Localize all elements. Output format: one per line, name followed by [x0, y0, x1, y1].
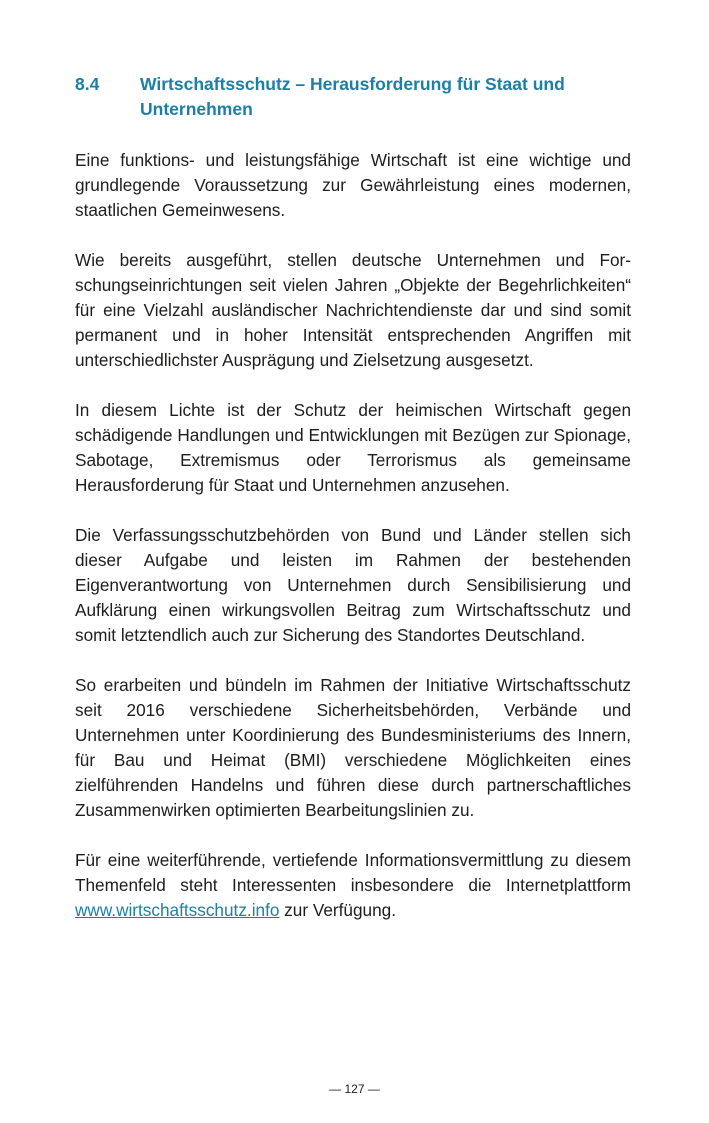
- paragraph: Eine funktions- und leistungsfähige Wirtschaft ist eine wichtige und grundlegende Voraussetzung zur Gewährleistung eines modernen, staatlichen Gemeinwesens.: [75, 150, 631, 220]
- section-heading: [75, 72, 635, 122]
- page-number: — 127 —: [329, 1082, 380, 1096]
- section-number: 8.4: [75, 74, 100, 94]
- body-text: [75, 148, 631, 948]
- paragraph-text-after-link: zur Verfügung.: [279, 900, 396, 920]
- paragraph: Wie bereits ausgeführt, stellen deutsche Unternehmen und Forschungseinrichtungen seit vielen Jahren „Objekte der Begehrlichkeiten“ für eine Vielzahl ausländischer Nachrichtendienste dar und sind somit permanent und in hoher Intensität entsprechenden Angriffen mit unterschiedlichster Ausprägung und Zielsetzung ausgesetzt.: [75, 250, 631, 370]
- wirtschaftsschutz-link[interactable]: www.wirtschaftsschutz.info: [75, 900, 280, 920]
- paragraph: So erarbeiten und bündeln im Rahmen der Initiative Wirtschaftsschutz seit 2016 verschiedene Sicherheitsbehörden, Verbände und Unternehmen unter Koordinierung des Bundesministeriums des Innern, für Bau und Heimat (BMI) verschiedene Möglichkeiten eines zielführenden Handelns und führen diese durch partnerschaftliches Zusammenwirken optimierten Bearbeitungslinien zu.: [75, 675, 631, 820]
- paragraph-with-link: [75, 848, 631, 923]
- paragraph-text-before-link: Für eine weiterführende, vertiefende Informationsvermittlung zu diesem Themenfeld steht Interessenten insbesondere die Internetplattform: [75, 850, 631, 895]
- paragraph: In diesem Lichte ist der Schutz der heimischen Wirtschaft gegen schädigende Handlungen und Entwicklungen mit Bezügen zur Spionage, Sabotage, Extremismus oder Terrorismus als gemeinsame Herausforderung für Staat und Unternehmen anzusehen.: [75, 400, 631, 495]
- section-title: Wirtschaftsschutz – Herausforderung für Staat und Unternehmen: [140, 74, 565, 119]
- paragraph: Die Verfassungsschutzbehörden von Bund und Länder stellen sich dieser Aufgabe und leisten im Rahmen der bestehenden Eigenverantwortung von Unternehmen durch Sensibilisierung und Aufklärung einen wirkungsvollen Beitrag zum Wirtschaftsschutz und somit letztendlich auch zur Sicherung des Standortes Deutschland.: [75, 525, 631, 645]
